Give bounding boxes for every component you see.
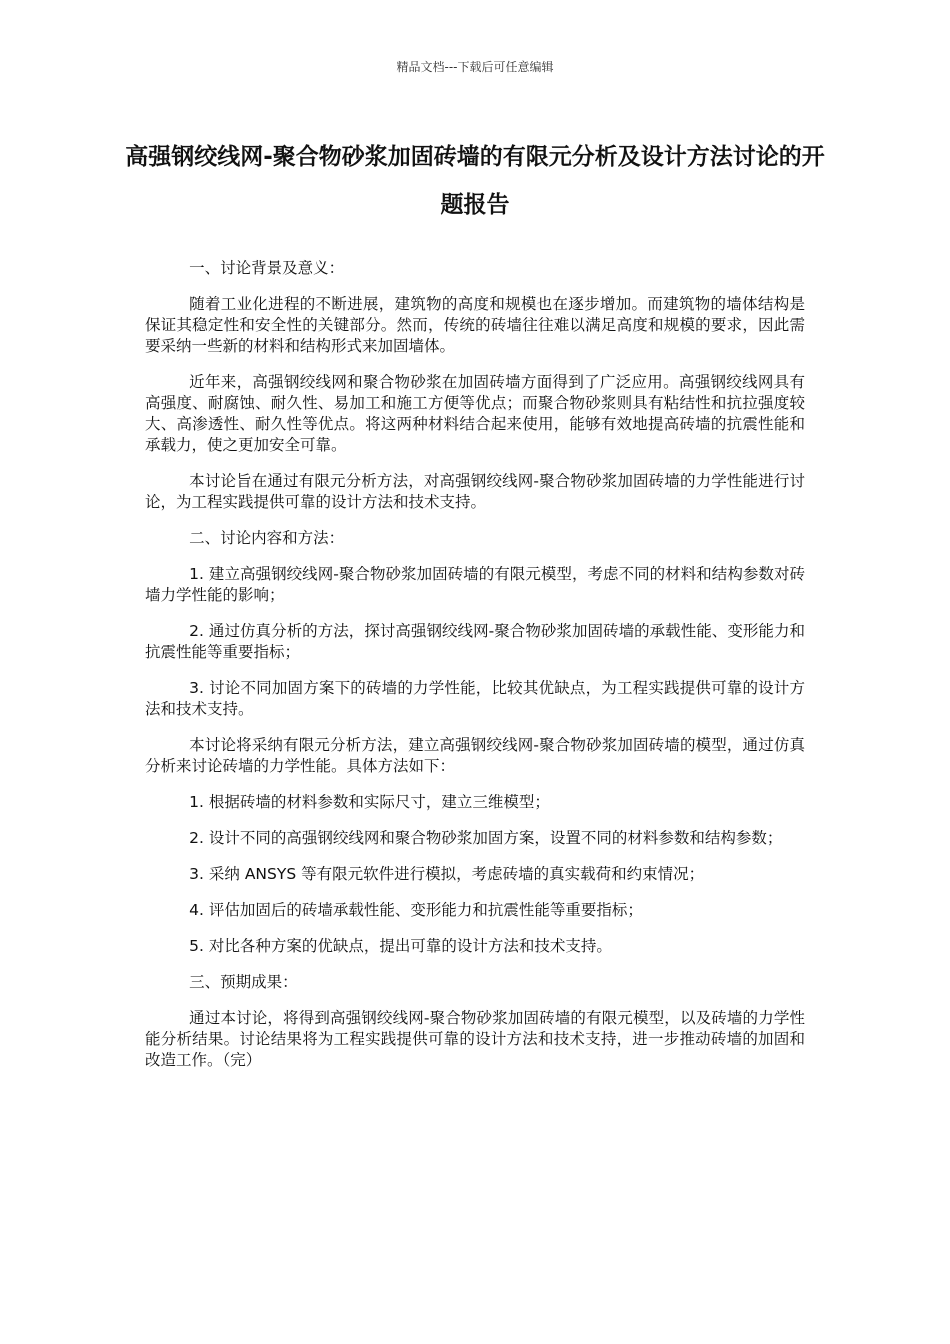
section-heading-expected-results: 三、预期成果： [189,973,298,991]
document-title: 高强钢绞线网-聚合物砂浆加固砖墙的有限元分析及设计方法讨论的开题报告 [125,144,825,218]
header-note: 精品文档---下载后可任意编辑 [396,60,554,74]
section-heading-content-methods: 二、讨论内容和方法： [189,529,345,547]
list-item: 4. 评估加固后的砖墙承载性能、变形能力和抗震性能等重要指标； [189,901,643,919]
body-paragraph: 本讨论旨在通过有限元分析方法，对高强钢绞线网-聚合物砂浆加固砖墙的力学性能进行讨论，为工程实践提供可靠的设计方法和技术支持。 [145,472,805,511]
list-item: 5. 对比各种方案的优缺点，提出可靠的设计方法和技术支持。 [189,937,612,955]
section-heading-background: 一、讨论背景及意义： [189,259,345,277]
list-item: 1. 根据砖墙的材料参数和实际尺寸，建立三维模型； [189,793,550,811]
body-paragraph: 通过本讨论，将得到高强钢绞线网-聚合物砂浆加固砖墙的有限元模型，以及砖墙的力学性能分析结果。讨论结果将为工程实践提供可靠的设计方法和技术支持，进一步推动砖墙的加固和改造工作。（完） [145,1009,805,1069]
list-item: 3. 采纳 ANSYS 等有限元软件进行模拟，考虑砖墙的真实载荷和约束情况； [189,865,705,883]
body-paragraph: 随着工业化进程的不断进展，建筑物的高度和规模也在逐步增加。而建筑物的墙体结构是保证其稳定性和安全性的关键部分。然而，传统的砖墙往往难以满足高度和规模的要求，因此需要采纳一些新的材料和结构形式来加固墙体。 [145,295,805,355]
list-item: 3. 讨论不同加固方案下的砖墙的力学性能，比较其优缺点，为工程实践提供可靠的设计方法和技术支持。 [145,679,805,718]
list-item: 2. 设计不同的高强钢绞线网和聚合物砂浆加固方案，设置不同的材料参数和结构参数； [189,829,783,847]
document-body [145,258,805,1086]
body-paragraph: 本讨论将采纳有限元分析方法，建立高强钢绞线网-聚合物砂浆加固砖墙的模型，通过仿真分析来讨论砖墙的力学性能。具体方法如下： [145,736,805,775]
list-item: 2. 通过仿真分析的方法，探讨高强钢绞线网-聚合物砂浆加固砖墙的承载性能、变形能力和抗震性能等重要指标； [145,622,805,661]
body-paragraph: 近年来，高强钢绞线网和聚合物砂浆在加固砖墙方面得到了广泛应用。高强钢绞线网具有高强度、耐腐蚀、耐久性、易加工和施工方便等优点；而聚合物砂浆则具有粘结性和抗拉强度较大、高渗透性、耐久性等优点。将这两种材料结合起来使用，能够有效地提高砖墙的抗震性能和承载力，使之更加安全可靠。 [145,373,805,454]
list-item: 1. 建立高强钢绞线网-聚合物砂浆加固砖墙的有限元模型，考虑不同的材料和结构参数对砖墙力学性能的影响； [145,565,805,604]
